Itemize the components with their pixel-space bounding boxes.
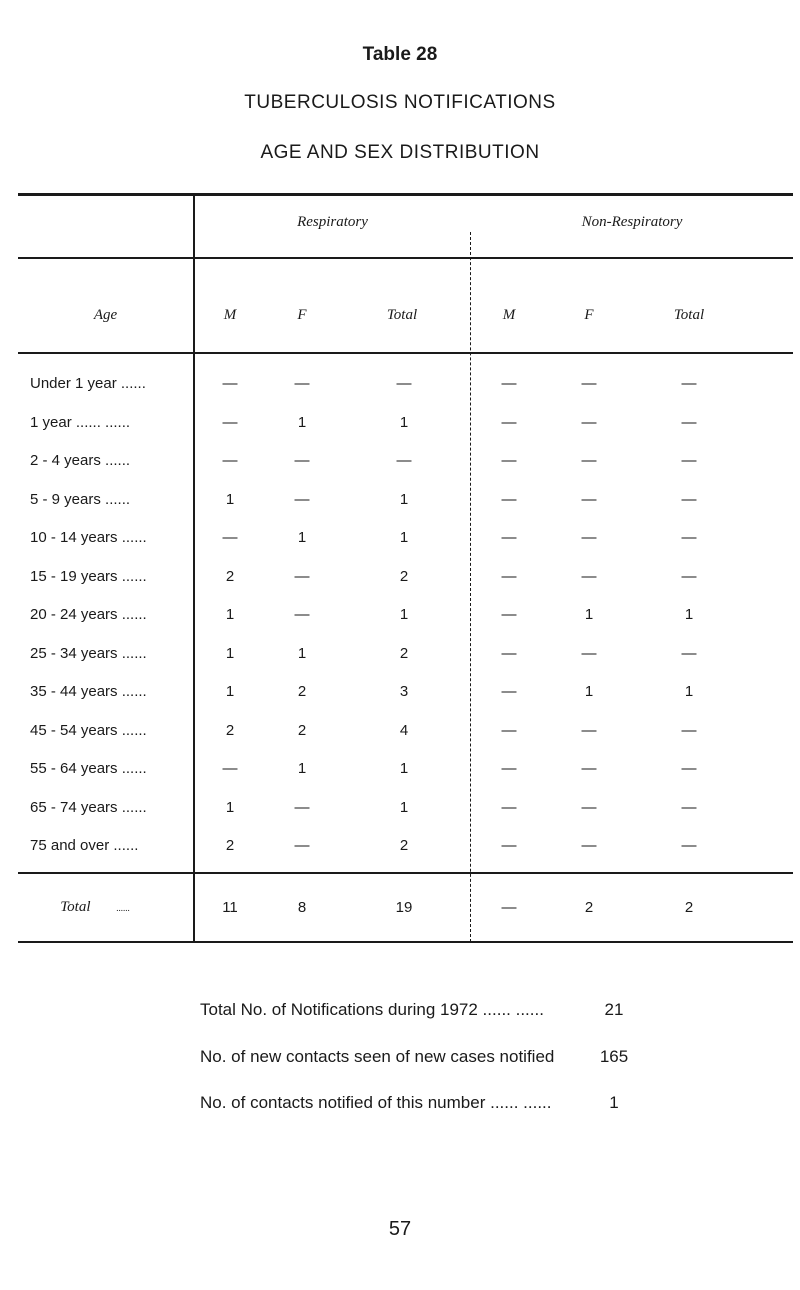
summary-value-contacts-notified: 1: [609, 1093, 619, 1112]
cell-nonresp-f: —: [581, 452, 597, 469]
summary-label-notifications: Total No. of Notifications during 1972 ...... ......: [200, 1000, 544, 1019]
age-column-divider: [193, 196, 195, 942]
row-age-label: Under 1 year ......: [30, 375, 146, 392]
cell-resp-m: 1: [225, 644, 235, 662]
table-title: TUBERCULOSIS NOTIFICATIONS: [244, 92, 556, 113]
row-age-label: 5 - 9 years ......: [30, 490, 131, 508]
cell-resp-m: 2: [225, 837, 235, 854]
total-label-text: Total: [60, 899, 91, 915]
cell-resp-m: —: [222, 452, 238, 469]
cell-nonresp-f: —: [581, 644, 597, 662]
row-age-label: 35 - 44 years ......: [30, 683, 147, 700]
header-rule-1: [18, 257, 793, 259]
cell-resp-total: 4: [399, 721, 409, 739]
group-column-divider: [470, 232, 471, 942]
total-row-label: [0, 899, 190, 916]
total-resp-m: 11: [222, 899, 238, 916]
resp-total-header: Total: [386, 307, 418, 323]
cell-nonresp-m: —: [501, 837, 517, 854]
cell-resp-m: 1: [225, 490, 235, 508]
cell-nonresp-f: 1: [584, 683, 594, 700]
resp-f-header: F: [297, 307, 307, 323]
cell-nonresp-m: —: [501, 567, 517, 585]
cell-resp-f: —: [294, 606, 310, 623]
row-age-label: 20 - 24 years ......: [30, 606, 147, 623]
cell-resp-total: —: [396, 375, 412, 392]
total-nonresp-m: —: [501, 899, 517, 916]
cell-resp-total: —: [396, 452, 412, 469]
cell-nonresp-f: —: [581, 490, 597, 508]
cell-nonresp-m: —: [501, 413, 517, 431]
cell-nonresp-total: —: [681, 760, 697, 777]
cell-resp-total: 1: [399, 760, 409, 777]
cell-nonresp-m: —: [501, 760, 517, 777]
cell-resp-f: —: [294, 452, 310, 469]
table-subtitle: AGE AND SEX DISTRIBUTION: [260, 142, 540, 163]
cell-resp-total: 3: [399, 683, 409, 700]
cell-nonresp-total: —: [681, 644, 697, 662]
cell-nonresp-m: —: [501, 529, 517, 546]
cell-resp-total: 2: [399, 837, 409, 854]
nonresp-m-header: M: [502, 307, 516, 323]
cell-resp-f: 2: [297, 683, 307, 700]
total-top-rule: [18, 872, 793, 874]
page-number: 57: [388, 1218, 412, 1240]
cell-nonresp-total: —: [681, 798, 697, 816]
total-resp-f: 8: [297, 899, 307, 916]
cell-nonresp-total: —: [681, 413, 697, 431]
cell-nonresp-m: —: [501, 798, 517, 816]
cell-resp-f: —: [294, 375, 310, 392]
row-age-label: 10 - 14 years ......: [30, 529, 147, 546]
cell-resp-m: 2: [225, 567, 235, 585]
table-number: Table 28: [362, 44, 438, 65]
cell-nonresp-total: —: [681, 452, 697, 469]
cell-nonresp-f: —: [581, 721, 597, 739]
cell-nonresp-f: 1: [584, 606, 594, 623]
nonresp-total-header: Total: [673, 307, 705, 323]
cell-nonresp-total: —: [681, 529, 697, 546]
cell-nonresp-m: —: [501, 452, 517, 469]
row-age-label: 65 - 74 years ......: [30, 798, 147, 816]
cell-nonresp-m: —: [501, 683, 517, 700]
cell-nonresp-total: —: [681, 490, 697, 508]
row-age-label: 75 and over ......: [30, 837, 139, 854]
row-age-label: 25 - 34 years ......: [30, 644, 147, 662]
cell-resp-total: 1: [399, 413, 409, 431]
cell-resp-f: —: [294, 490, 310, 508]
cell-resp-m: 1: [225, 683, 235, 700]
cell-resp-total: 1: [399, 798, 409, 816]
cell-nonresp-m: —: [501, 490, 517, 508]
row-age-label: 15 - 19 years ......: [30, 567, 147, 585]
cell-nonresp-f: —: [581, 375, 597, 392]
cell-nonresp-m: —: [501, 721, 517, 739]
row-age-label: 45 - 54 years ......: [30, 721, 147, 739]
total-nonresp-f: 2: [584, 899, 594, 916]
total-nonresp-total: 2: [684, 899, 694, 916]
summary-value-notifications: 21: [604, 1000, 624, 1019]
nonresp-f-header: F: [584, 307, 594, 323]
cell-resp-m: —: [222, 413, 238, 431]
cell-resp-total: 2: [399, 567, 409, 585]
cell-resp-m: 2: [225, 721, 235, 739]
top-rule: [18, 193, 793, 196]
cell-nonresp-m: —: [501, 375, 517, 392]
cell-resp-f: 1: [297, 644, 307, 662]
age-column-header: Age: [93, 307, 118, 323]
cell-resp-total: 1: [399, 490, 409, 508]
cell-nonresp-total: —: [681, 721, 697, 739]
cell-nonresp-f: —: [581, 760, 597, 777]
resp-m-header: M: [223, 307, 237, 323]
cell-resp-total: 1: [399, 529, 409, 546]
cell-nonresp-total: —: [681, 567, 697, 585]
header-rule-2: [18, 352, 793, 354]
cell-resp-m: —: [222, 375, 238, 392]
cell-nonresp-m: —: [501, 606, 517, 623]
cell-resp-m: 1: [225, 606, 235, 623]
cell-nonresp-f: —: [581, 567, 597, 585]
cell-resp-f: —: [294, 567, 310, 585]
cell-resp-f: 2: [297, 721, 307, 739]
cell-resp-f: —: [294, 798, 310, 816]
cell-nonresp-total: 1: [684, 683, 694, 700]
summary-value-contacts-seen: 165: [599, 1047, 629, 1066]
non-respiratory-group-header: Non-Respiratory: [581, 214, 683, 230]
cell-nonresp-f: —: [581, 837, 597, 854]
row-age-label: 55 - 64 years ......: [30, 760, 147, 777]
cell-resp-m: —: [222, 529, 238, 546]
cell-resp-f: 1: [297, 413, 307, 431]
row-age-label: 2 - 4 years ......: [30, 452, 131, 469]
respiratory-group-header: Respiratory: [297, 214, 368, 230]
cell-nonresp-f: —: [581, 798, 597, 816]
total-label-dots: ......: [116, 903, 130, 913]
cell-nonresp-m: —: [501, 644, 517, 662]
cell-resp-m: 1: [225, 798, 235, 816]
cell-nonresp-f: —: [581, 529, 597, 546]
cell-resp-f: 1: [297, 760, 307, 777]
row-age-label: 1 year ...... ......: [30, 413, 131, 431]
summary-label-contacts-seen: No. of new contacts seen of new cases notified: [200, 1047, 555, 1066]
cell-resp-total: 1: [399, 606, 409, 623]
cell-resp-f: —: [294, 837, 310, 854]
cell-resp-m: —: [222, 760, 238, 777]
cell-resp-f: 1: [297, 529, 307, 546]
cell-resp-total: 2: [399, 644, 409, 662]
cell-nonresp-total: 1: [684, 606, 694, 623]
total-resp-total: 19: [395, 899, 413, 916]
summary-label-contacts-notified: No. of contacts notified of this number ...... ......: [200, 1093, 552, 1112]
total-bottom-rule: [18, 941, 793, 943]
cell-nonresp-total: —: [681, 837, 697, 854]
cell-nonresp-total: —: [681, 375, 697, 392]
cell-nonresp-f: —: [581, 413, 597, 431]
